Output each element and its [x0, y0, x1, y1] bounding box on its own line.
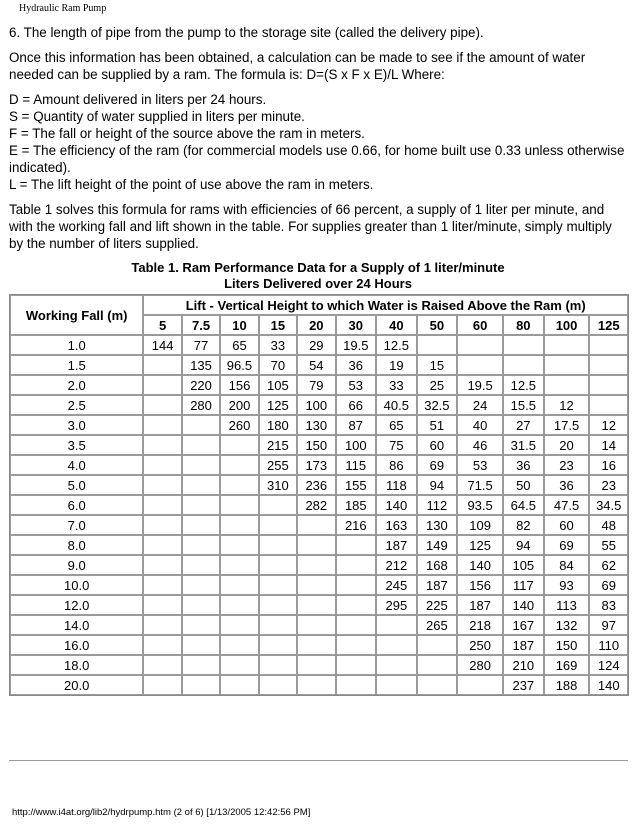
delivery-cell: 112 — [417, 495, 458, 515]
delivery-cell — [417, 335, 458, 355]
delivery-cell: 280 — [182, 395, 220, 415]
paragraph-formula: Once this information has been obtained, a calculation can be made to see if the amount of water needed can be supplied by a ram. The formula is: D=(S x F x E)/L Where: — [9, 50, 586, 82]
table-row — [10, 575, 628, 595]
delivery-cell — [220, 515, 258, 535]
working-fall-cell: 7.0 — [10, 515, 143, 535]
delivery-cell: 36 — [544, 475, 590, 495]
delivery-cell: 215 — [259, 435, 297, 455]
delivery-cell: 105 — [503, 555, 544, 575]
table-caption — [9, 260, 627, 292]
delivery-cell — [143, 515, 181, 535]
working-fall-cell: 4.0 — [10, 455, 143, 475]
delivery-cell: 82 — [503, 515, 544, 535]
delivery-cell: 65 — [376, 415, 417, 435]
delivery-cell: 113 — [544, 595, 590, 615]
delivery-cell — [143, 555, 181, 575]
definition-s: S = Quantity of water supplied in liters per minute. — [9, 109, 305, 124]
page-footer: http://www.i4at.org/lib2/hydrpump.htm (2 of 6) [1/13/2005 12:42:56 PM] — [12, 807, 311, 818]
table-body — [10, 335, 628, 695]
delivery-cell: 71.5 — [457, 475, 503, 495]
delivery-cell: 48 — [589, 515, 628, 535]
delivery-cell: 149 — [417, 535, 458, 555]
delivery-cell — [143, 375, 181, 395]
delivery-cell — [220, 495, 258, 515]
delivery-cell: 15 — [417, 355, 458, 375]
delivery-cell: 245 — [376, 575, 417, 595]
delivery-cell — [220, 455, 258, 475]
paragraph-delivery-pipe: 6. The length of pipe from the pump to the storage site (called the delivery pipe). — [9, 25, 484, 40]
delivery-cell — [589, 395, 628, 415]
delivery-cell — [143, 595, 181, 615]
delivery-cell — [259, 515, 297, 535]
working-fall-cell: 10.0 — [10, 575, 143, 595]
delivery-cell — [376, 655, 417, 675]
delivery-cell: 117 — [503, 575, 544, 595]
working-fall-cell: 2.0 — [10, 375, 143, 395]
delivery-cell — [143, 535, 181, 555]
delivery-cell: 69 — [589, 575, 628, 595]
lift-column-header: 40 — [376, 315, 417, 335]
delivery-cell — [143, 495, 181, 515]
delivery-cell: 53 — [457, 455, 503, 475]
delivery-cell: 12.5 — [376, 335, 417, 355]
delivery-cell: 33 — [259, 335, 297, 355]
delivery-cell: 23 — [544, 455, 590, 475]
delivery-cell: 260 — [220, 415, 258, 435]
delivery-cell: 93.5 — [457, 495, 503, 515]
delivery-cell — [297, 675, 335, 695]
delivery-cell — [143, 675, 181, 695]
delivery-cell: 216 — [336, 515, 377, 535]
delivery-cell: 55 — [589, 535, 628, 555]
delivery-cell: 46 — [457, 435, 503, 455]
delivery-cell: 29 — [297, 335, 335, 355]
delivery-cell — [376, 675, 417, 695]
working-fall-cell: 9.0 — [10, 555, 143, 575]
delivery-cell — [220, 675, 258, 695]
working-fall-cell: 3.0 — [10, 415, 143, 435]
delivery-cell — [297, 535, 335, 555]
delivery-cell: 118 — [376, 475, 417, 495]
delivery-cell: 16 — [589, 455, 628, 475]
delivery-cell: 47.5 — [544, 495, 590, 515]
delivery-cell: 188 — [544, 675, 590, 695]
delivery-cell: 50 — [503, 475, 544, 495]
delivery-cell: 218 — [457, 615, 503, 635]
delivery-cell: 200 — [220, 395, 258, 415]
lift-column-header: 80 — [503, 315, 544, 335]
delivery-cell: 86 — [376, 455, 417, 475]
table-row — [10, 475, 628, 495]
lift-column-header: 5 — [143, 315, 181, 335]
delivery-cell: 87 — [336, 415, 377, 435]
delivery-cell: 60 — [544, 515, 590, 535]
delivery-cell — [503, 355, 544, 375]
delivery-cell — [182, 555, 220, 575]
working-fall-cell: 16.0 — [10, 635, 143, 655]
delivery-cell: 280 — [457, 655, 503, 675]
delivery-cell — [220, 475, 258, 495]
table-row — [10, 495, 628, 515]
delivery-cell — [503, 335, 544, 355]
delivery-cell — [544, 355, 590, 375]
delivery-cell: 140 — [589, 675, 628, 695]
delivery-cell: 32.5 — [417, 395, 458, 415]
delivery-cell — [143, 415, 181, 435]
delivery-cell: 132 — [544, 615, 590, 635]
delivery-cell: 24 — [457, 395, 503, 415]
delivery-cell: 187 — [503, 635, 544, 655]
delivery-cell — [143, 655, 181, 675]
delivery-cell — [143, 355, 181, 375]
delivery-cell: 156 — [220, 375, 258, 395]
paragraph-table-explanation: Table 1 solves this formula for rams with efficiencies of 66 percent, a supply of 1 liter per minute, and with the working fall and lift shown in the table. For supplies greater than 1 liter/minute, simply multiply by the number of liters supplied. — [9, 202, 612, 251]
delivery-cell: 110 — [589, 635, 628, 655]
delivery-cell: 34.5 — [589, 495, 628, 515]
lift-column-header: 60 — [457, 315, 503, 335]
delivery-cell — [297, 555, 335, 575]
delivery-cell: 140 — [457, 555, 503, 575]
table-caption-title: Table 1. Ram Performance Data for a Supply of 1 liter/minute — [131, 260, 505, 275]
delivery-cell — [182, 455, 220, 475]
delivery-cell: 12.5 — [503, 375, 544, 395]
lift-column-header: 7.5 — [182, 315, 220, 335]
delivery-cell: 210 — [503, 655, 544, 675]
document-body — [9, 24, 627, 696]
delivery-cell — [182, 635, 220, 655]
table-row — [10, 635, 628, 655]
working-fall-cell: 1.5 — [10, 355, 143, 375]
delivery-cell — [259, 555, 297, 575]
delivery-cell — [182, 475, 220, 495]
table-row — [10, 415, 628, 435]
delivery-cell — [336, 675, 377, 695]
delivery-cell: 36 — [503, 455, 544, 475]
delivery-cell: 250 — [457, 635, 503, 655]
lift-column-header: 10 — [220, 315, 258, 335]
delivery-cell: 115 — [336, 455, 377, 475]
delivery-cell — [182, 615, 220, 635]
delivery-cell — [143, 435, 181, 455]
delivery-cell: 65 — [220, 335, 258, 355]
delivery-cell — [259, 495, 297, 515]
definition-l: L = The lift height of the point of use above the ram in meters. — [9, 177, 374, 192]
delivery-cell: 156 — [457, 575, 503, 595]
delivery-cell: 125 — [457, 535, 503, 555]
delivery-cell: 295 — [376, 595, 417, 615]
lift-column-header: 125 — [589, 315, 628, 335]
lift-column-header: 20 — [297, 315, 335, 335]
delivery-cell: 75 — [376, 435, 417, 455]
definition-f: F = The fall or height of the source above the ram in meters. — [9, 126, 365, 141]
table-row — [10, 395, 628, 415]
table-row — [10, 555, 628, 575]
delivery-cell — [259, 655, 297, 675]
delivery-cell: 144 — [143, 335, 181, 355]
delivery-cell: 83 — [589, 595, 628, 615]
delivery-cell: 173 — [297, 455, 335, 475]
delivery-cell: 130 — [417, 515, 458, 535]
delivery-cell: 84 — [544, 555, 590, 575]
table-row — [10, 355, 628, 375]
delivery-cell — [297, 575, 335, 595]
definition-e: E = The efficiency of the ram (for commercial models use 0.66, for home built use 0.33 unless otherwise indicated). — [9, 143, 625, 175]
delivery-cell: 310 — [259, 475, 297, 495]
delivery-cell — [417, 635, 458, 655]
delivery-cell — [143, 395, 181, 415]
working-fall-cell: 8.0 — [10, 535, 143, 555]
delivery-cell: 53 — [336, 375, 377, 395]
footer-divider — [9, 760, 628, 761]
delivery-cell — [336, 655, 377, 675]
delivery-cell: 96.5 — [220, 355, 258, 375]
delivery-cell: 163 — [376, 515, 417, 535]
delivery-cell: 51 — [417, 415, 458, 435]
delivery-cell: 135 — [182, 355, 220, 375]
delivery-cell: 79 — [297, 375, 335, 395]
delivery-cell — [417, 675, 458, 695]
delivery-cell — [182, 675, 220, 695]
lift-column-header: 30 — [336, 315, 377, 335]
delivery-cell: 225 — [417, 595, 458, 615]
page-header: Hydraulic Ram Pump — [19, 3, 107, 14]
delivery-cell — [544, 375, 590, 395]
delivery-cell — [259, 675, 297, 695]
delivery-cell — [544, 335, 590, 355]
delivery-cell: 69 — [544, 535, 590, 555]
table-row — [10, 595, 628, 615]
delivery-cell: 236 — [297, 475, 335, 495]
delivery-cell: 185 — [336, 495, 377, 515]
delivery-cell — [376, 615, 417, 635]
delivery-cell: 187 — [417, 575, 458, 595]
delivery-cell: 94 — [417, 475, 458, 495]
table-header-row — [10, 295, 628, 315]
working-fall-cell: 12.0 — [10, 595, 143, 615]
delivery-cell: 12 — [589, 415, 628, 435]
working-fall-cell: 14.0 — [10, 615, 143, 635]
delivery-cell — [336, 535, 377, 555]
lift-header: Lift - Vertical Height to which Water is Raised Above the Ram (m) — [143, 295, 628, 315]
delivery-cell — [336, 595, 377, 615]
delivery-cell: 23 — [589, 475, 628, 495]
delivery-cell: 220 — [182, 375, 220, 395]
delivery-cell: 265 — [417, 615, 458, 635]
delivery-cell — [259, 595, 297, 615]
delivery-cell: 100 — [297, 395, 335, 415]
delivery-cell: 255 — [259, 455, 297, 475]
delivery-cell: 19.5 — [336, 335, 377, 355]
delivery-cell: 187 — [457, 595, 503, 615]
delivery-cell: 180 — [259, 415, 297, 435]
delivery-cell: 100 — [336, 435, 377, 455]
delivery-cell: 212 — [376, 555, 417, 575]
delivery-cell: 105 — [259, 375, 297, 395]
delivery-cell: 40.5 — [376, 395, 417, 415]
delivery-cell — [336, 615, 377, 635]
working-fall-cell: 3.5 — [10, 435, 143, 455]
delivery-cell — [143, 615, 181, 635]
delivery-cell — [220, 655, 258, 675]
table-row — [10, 535, 628, 555]
delivery-cell: 69 — [417, 455, 458, 475]
table-row — [10, 655, 628, 675]
delivery-cell — [182, 435, 220, 455]
delivery-cell: 36 — [336, 355, 377, 375]
delivery-cell: 94 — [503, 535, 544, 555]
delivery-cell — [336, 575, 377, 595]
delivery-cell — [182, 515, 220, 535]
delivery-cell — [182, 495, 220, 515]
delivery-cell: 60 — [417, 435, 458, 455]
delivery-cell: 64.5 — [503, 495, 544, 515]
formula-definitions — [9, 91, 627, 193]
delivery-cell: 187 — [376, 535, 417, 555]
delivery-cell — [297, 615, 335, 635]
working-fall-cell: 1.0 — [10, 335, 143, 355]
delivery-cell — [259, 575, 297, 595]
delivery-cell: 12 — [544, 395, 590, 415]
delivery-cell — [220, 575, 258, 595]
delivery-cell: 167 — [503, 615, 544, 635]
delivery-cell — [220, 555, 258, 575]
delivery-cell — [297, 655, 335, 675]
delivery-cell — [457, 355, 503, 375]
delivery-cell: 33 — [376, 375, 417, 395]
delivery-cell: 77 — [182, 335, 220, 355]
delivery-cell — [417, 655, 458, 675]
delivery-cell — [297, 515, 335, 535]
working-fall-cell: 6.0 — [10, 495, 143, 515]
delivery-cell: 282 — [297, 495, 335, 515]
delivery-cell — [457, 335, 503, 355]
delivery-cell — [220, 435, 258, 455]
delivery-cell — [143, 635, 181, 655]
delivery-cell: 14 — [589, 435, 628, 455]
delivery-cell — [220, 635, 258, 655]
delivery-cell: 27 — [503, 415, 544, 435]
delivery-cell — [589, 355, 628, 375]
delivery-cell: 54 — [297, 355, 335, 375]
delivery-cell — [182, 655, 220, 675]
delivery-cell: 70 — [259, 355, 297, 375]
delivery-cell: 169 — [544, 655, 590, 675]
delivery-cell: 140 — [503, 595, 544, 615]
working-fall-header: Working Fall (m) — [10, 295, 143, 335]
delivery-cell: 150 — [297, 435, 335, 455]
delivery-cell: 19.5 — [457, 375, 503, 395]
delivery-cell — [259, 635, 297, 655]
delivery-cell — [143, 475, 181, 495]
delivery-cell: 237 — [503, 675, 544, 695]
delivery-cell: 20 — [544, 435, 590, 455]
delivery-cell — [220, 595, 258, 615]
delivery-cell — [336, 555, 377, 575]
delivery-cell — [220, 615, 258, 635]
delivery-cell — [182, 595, 220, 615]
delivery-cell: 66 — [336, 395, 377, 415]
delivery-cell: 140 — [376, 495, 417, 515]
working-fall-cell: 5.0 — [10, 475, 143, 495]
table-row — [10, 455, 628, 475]
delivery-cell: 109 — [457, 515, 503, 535]
delivery-cell: 124 — [589, 655, 628, 675]
delivery-cell: 168 — [417, 555, 458, 575]
lift-column-header: 50 — [417, 315, 458, 335]
delivery-cell: 125 — [259, 395, 297, 415]
delivery-cell: 62 — [589, 555, 628, 575]
table-row — [10, 615, 628, 635]
delivery-cell: 93 — [544, 575, 590, 595]
table-row — [10, 335, 628, 355]
delivery-cell — [589, 375, 628, 395]
table-row — [10, 675, 628, 695]
delivery-cell — [182, 535, 220, 555]
table-caption-subtitle: Liters Delivered over 24 Hours — [224, 276, 412, 291]
delivery-cell — [143, 455, 181, 475]
working-fall-cell: 2.5 — [10, 395, 143, 415]
delivery-cell: 130 — [297, 415, 335, 435]
delivery-cell — [376, 635, 417, 655]
delivery-cell — [182, 415, 220, 435]
ram-performance-table — [9, 294, 629, 696]
delivery-cell — [220, 535, 258, 555]
delivery-cell: 40 — [457, 415, 503, 435]
delivery-cell — [259, 615, 297, 635]
delivery-cell: 97 — [589, 615, 628, 635]
delivery-cell: 15.5 — [503, 395, 544, 415]
table-row — [10, 515, 628, 535]
delivery-cell: 155 — [336, 475, 377, 495]
working-fall-cell: 20.0 — [10, 675, 143, 695]
delivery-cell — [143, 575, 181, 595]
lift-column-header: 15 — [259, 315, 297, 335]
delivery-cell — [336, 635, 377, 655]
delivery-cell — [457, 675, 503, 695]
lift-column-header: 100 — [544, 315, 590, 335]
delivery-cell — [297, 635, 335, 655]
delivery-cell: 19 — [376, 355, 417, 375]
delivery-cell — [589, 335, 628, 355]
table-row — [10, 435, 628, 455]
delivery-cell — [259, 535, 297, 555]
delivery-cell: 150 — [544, 635, 590, 655]
delivery-cell — [297, 595, 335, 615]
delivery-cell: 31.5 — [503, 435, 544, 455]
delivery-cell: 25 — [417, 375, 458, 395]
delivery-cell: 17.5 — [544, 415, 590, 435]
definition-d: D = Amount delivered in liters per 24 hours. — [9, 92, 267, 107]
delivery-cell — [182, 575, 220, 595]
working-fall-cell: 18.0 — [10, 655, 143, 675]
table-row — [10, 375, 628, 395]
